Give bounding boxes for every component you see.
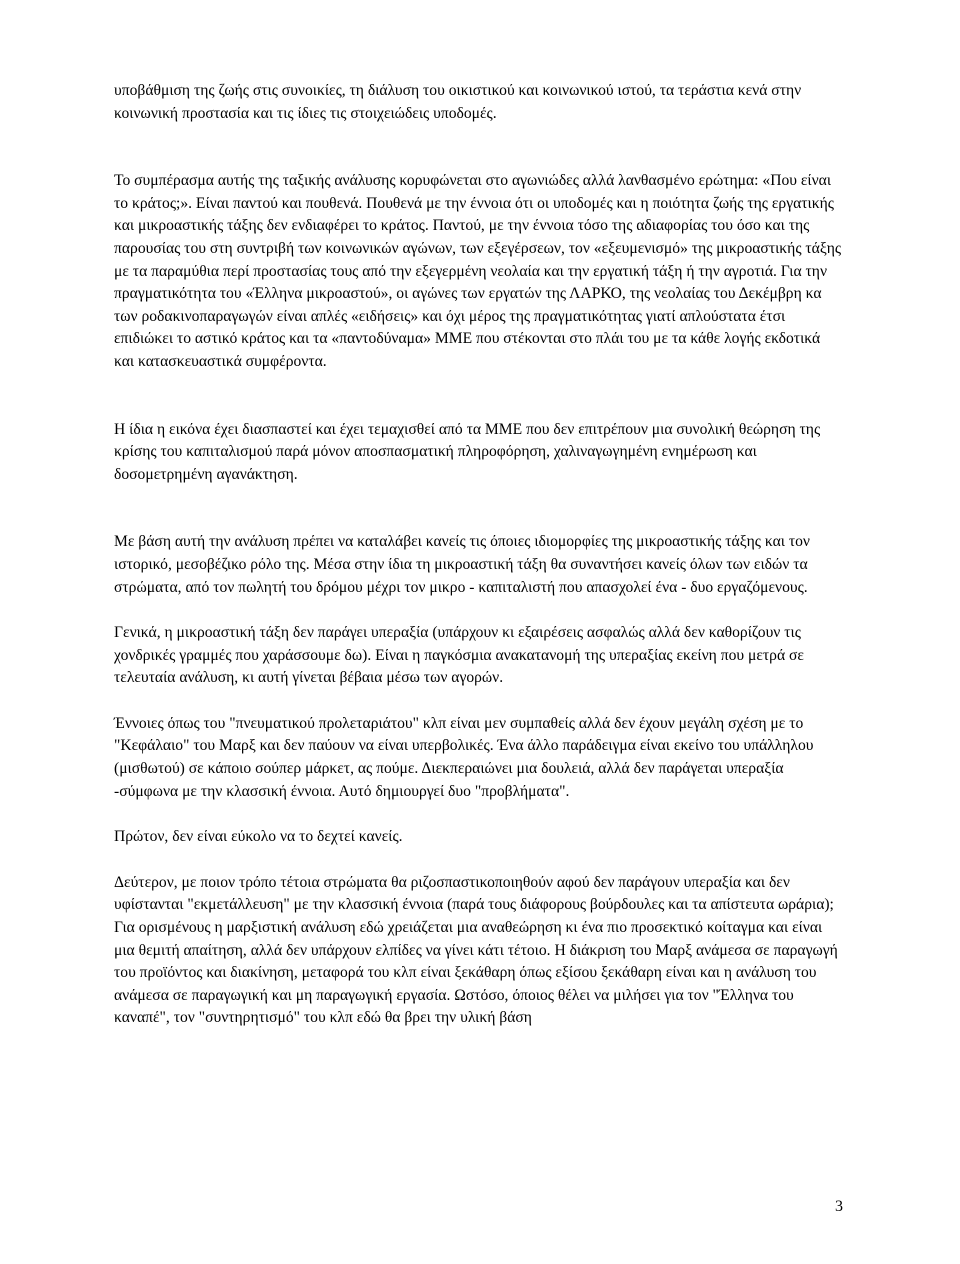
paragraph-6: Έννοιες όπως του "πνευματικού προλεταριάτου" κλπ είναι μεν συμπαθείς αλλά δεν έχουν μεγάλη σχέση με το "Κεφάλαιο" του Μαρξ και δεν παύουν να είναι υπερβολικές. Ένα άλλο παράδειγμα είναι εκείνο του υπάλληλου (μισθωτού) σε κάποιο σούπερ μάρκετ, ας πούμε. Διεκπεραιώνει μια δουλειά, αλλά δεν παράγεται υπεραξία -σύμφωνα με την κλασσική έννοια. Αυτό δημιουργεί δυο "προβλήματα". (114, 714, 814, 800)
paragraph-8: Δεύτερον, με ποιον τρόπο τέτοια στρώματα θα ριζοσπαστικοποιηθούν αφού δεν παράγουν υπεραξία και δεν υφίστανται "εκμετάλλευση" με την κλασσική έννοια (παρά τους διάφορους βούρδουλες και τα απίστευτα ωράρια); Για ορισμένους η μαρξιστική ανάλυση εδώ χρειάζεται μια αναθεώρηση κι ένα πιο προσεκτικό κοίταγμα και είναι μια θεμιτή απαίτηση, αλλά δεν υπάρχουν ελπίδες να γίνει κάτι τέτοιο. Η διάκριση του Μαρξ ανάμεσα σε παραγωγή του προϊόντος και διακίνηση, μεταφορά του κλπ είναι ξεκάθαρη όπως εξίσου ξεκάθαρη είναι και η ανάλυση του ανάμεσα σε παραγωγική και μη παραγωγική εργασία. Ωστόσο, όποιος θέλει να μιλήσει για τον "Έλληνα του καναπέ", τον "συντηρητισμό" του κλπ εδώ θα βρει την υλική βάση (114, 873, 838, 1027)
body-text (114, 80, 844, 1030)
paragraph-1: υποβάθμιση της ζωής στις συνοικίες, τη διάλυση του οικιστικού και κοινωνικού ιστού, τα τεράστια κενά στην κοινωνική προστασία και τις ίδιες τις στοιχειώδεις υποδομές. (114, 82, 802, 122)
paragraph-2: Το συμπέρασμα αυτής της ταξικής ανάλυσης κορυφώνεται στο αγωνιώδες αλλά λανθασμένο ερώτημα: «Που είναι το κράτος;». Είναι παντού και πουθενά. Πουθενά με την έννοια ότι οι υποδομές και η ποιότητα ζωής της εργατικής και μικροαστικής τάξης δεν ενδιαφέρει το κράτος. Παντού, με την έννοια τόσο της αδιαφορίας του όσο και της παρουσίας του στη συντριβή των κοινωνικών αγώνων, των εξεγέρσεων, τον «εξευμενισμό» της μικροαστικής τάξης με τα παραμύθια περί προστασίας τους από την εξεγερμένη νεολαία και την εργατική τάξη ή την αγροτιά. Για την πραγματικότητα του «Έλληνα μικροαστού», οι αγώνες των εργατών της ΛΑΡΚΟ, της νεολαίας του Δεκέμβρη κα των ροδακινοπαραγωγών είναι απλές «ειδήσεις» και όχι μέρος της πραγματικότητας γιατί απλούστατα έτσι επιδιώκει το αστικό κράτος και τα «παντοδύναμα» ΜΜΕ που στέκονται στο πλάι του με τα κάθε λογής εκδοτικά και κατασκευαστικά συμφέροντα. (114, 172, 842, 370)
page-number: 3 (835, 1198, 843, 1215)
paragraph-4: Με βάση αυτή την ανάλυση πρέπει να καταλάβει κανείς τις όποιες ιδιομορφίες της μικροαστικής τάξης και τον ιστορικό, μεσοβέζικο ρόλο της. Μέσα στην ίδια τη μικροαστική τάξη θα συναντήσει κανείς όλων των ειδών τα στρώματα, από τον πωλητή του δρόμου μέχρι τον μικρο - καπιταλιστή που απασχολεί ένα - δυο εργαζόμενους. (114, 533, 810, 596)
paragraph-5: Γενικά, η μικροαστική τάξη δεν παράγει υπεραξία (υπάρχουν κι εξαιρέσεις ασφαλώς αλλά δεν καθορίζουν τις χονδρικές γραμμές που χαράσσουμε δω). Είναι η παγκόσμια ανακατανομή της υπεραξίας εκείνη που μετρά σε τελευταία ανάλυση, κι αυτή γίνεται βέβαια μέσω των αγορών. (114, 624, 804, 687)
paragraph-3: Η ίδια η εικόνα έχει διασπαστεί και έχει τεμαχισθεί από τα ΜΜΕ που δεν επιτρέπουν μια συνολική θεώρηση της κρίσης του καπιταλισμού παρά μόνον αποσπασματική πληροφόρηση, χαλιναγωγημένη ενημέρωση και δοσομετρημένη αγανάκτηση. (114, 420, 821, 483)
paragraph-7: Πρώτον, δεν είναι εύκολο να το δεχτεί κανείς. (114, 828, 403, 846)
